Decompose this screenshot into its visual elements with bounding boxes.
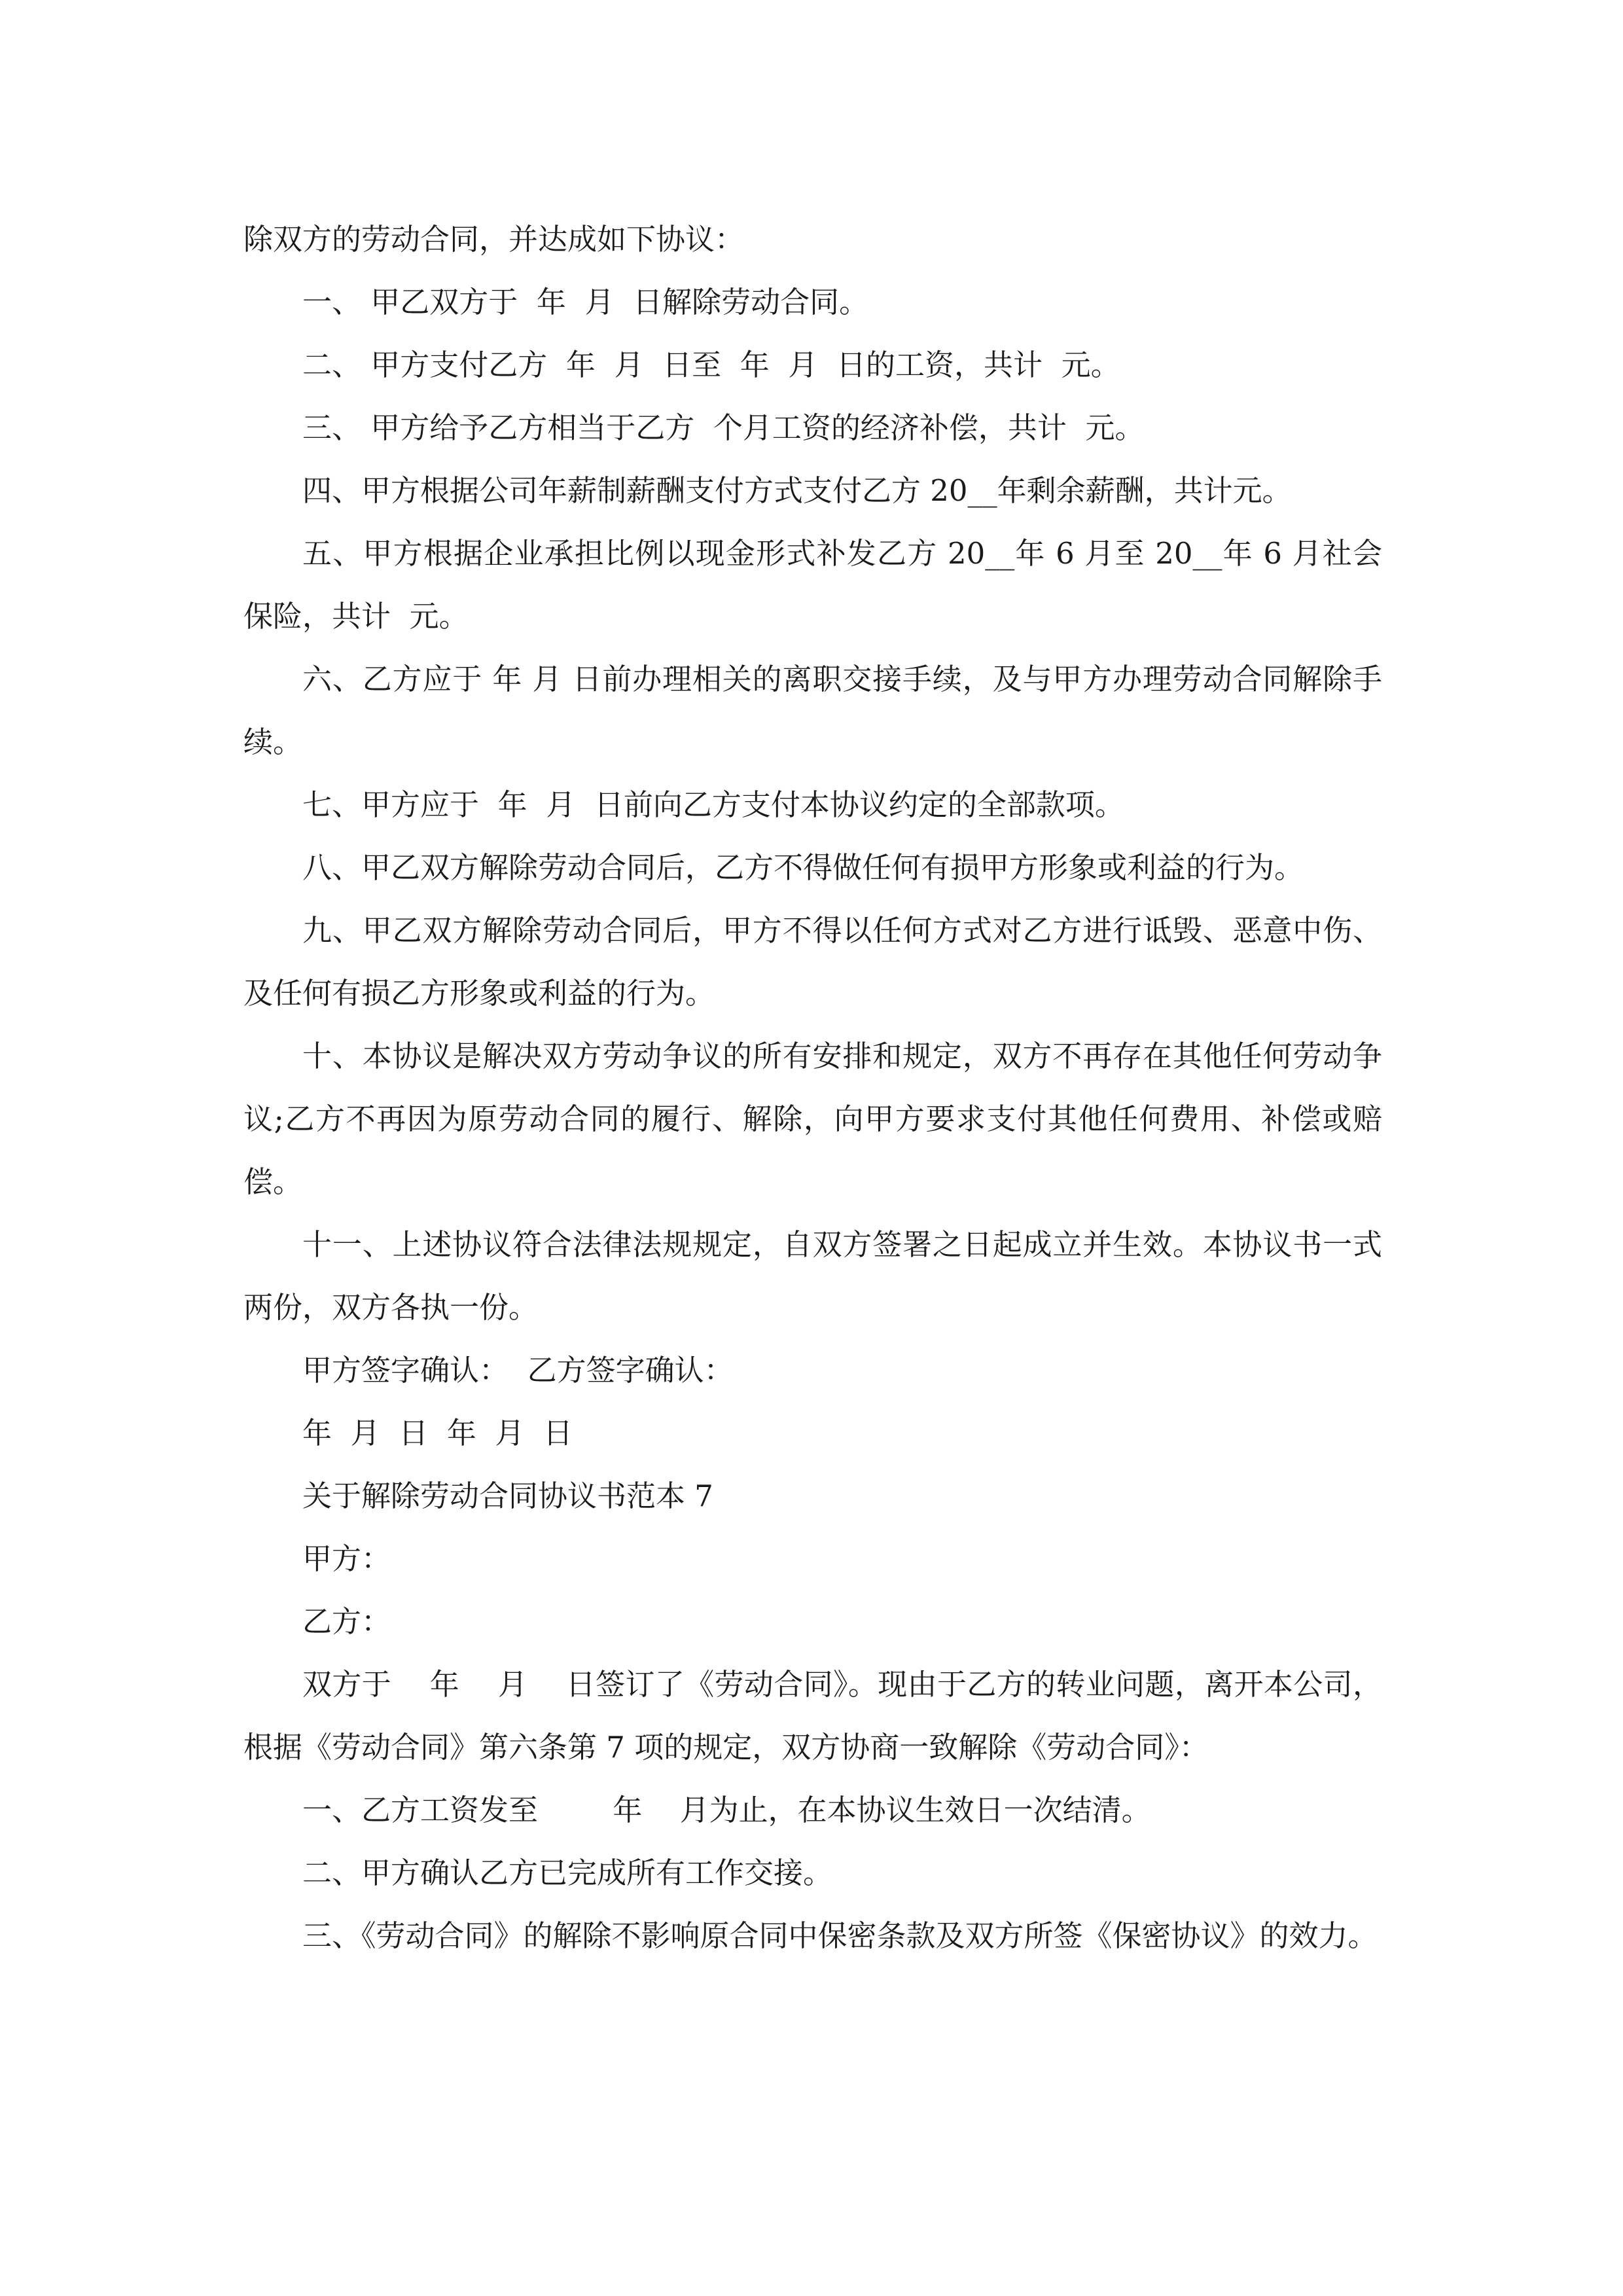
- clause-9: 九、甲乙双方解除劳动合同后，甲方不得以任何方式对乙方进行诋毁、恶意中伤、及任何有损乙方形象或利益的行为。: [243, 913, 1382, 1011]
- template-clause-3: 三、《劳动合同》的解除不影响原合同中保密条款及双方所签《保密协议》的效力。: [302, 1918, 1378, 1953]
- party-a-line: 甲方：: [302, 1541, 391, 1576]
- party-b-line: 乙方：: [302, 1604, 391, 1639]
- clause-10: 十、本协议是解决双方劳动争议的所有安排和规定，双方不再存在其他任何劳动争议;乙方不再因为原劳动合同的履行、解除，向甲方要求支付其他任何费用、补偿或赔偿。: [243, 1039, 1382, 1199]
- clause-6: 六、乙方应于 年 月 日前办理相关的离职交接手续，及与甲方办理劳动合同解除手续。: [243, 662, 1382, 759]
- clause-2: 二、 甲方支付乙方 年 月 日至 年 月 日的工资，共计 元。: [302, 348, 1120, 382]
- clause-11: 十一、上述协议符合法律法规规定，自双方签署之日起成立并生效。本协议书一式两份，双方各执一份。: [243, 1227, 1382, 1325]
- signature-date-line: 年 月 日 年 月 日: [302, 1416, 573, 1450]
- signature-line: 甲方签字确认： 乙方签字确认：: [302, 1353, 734, 1388]
- document-body: [243, 208, 1382, 1967]
- clause-8: 八、甲乙双方解除劳动合同后，乙方不得做任何有损甲方形象或利益的行为。: [302, 850, 1304, 885]
- clause-3: 三、 甲方给予乙方相当于乙方 个月工资的经济补偿，共计 元。: [302, 410, 1145, 445]
- template-clause-1: 一、乙方工资发至 年 月为止，在本协议生效日一次结清。: [302, 1793, 1151, 1827]
- clause-4: 四、甲方根据公司年薪制薪酬支付方式支付乙方 20__年剩余薪酬，共计元。: [302, 473, 1292, 508]
- continuation-paragraph: 除双方的劳动合同，并达成如下协议：: [243, 222, 745, 257]
- clause-5: 五、甲方根据企业承担比例以现金形式补发乙方 20__年 6 月至 20__年 6 月社会保险，共计 元。: [243, 536, 1382, 634]
- template-title: 关于解除劳动合同协议书范本 7: [302, 1479, 713, 1513]
- intro-paragraph: 双方于 年 月 日签订了《劳动合同》。现由于乙方的转业问题，离开本公司，根据《劳动合同》第六条第 7 项的规定，双方协商一致解除《劳动合同》：: [243, 1667, 1382, 1765]
- template-clause-2: 二、甲方确认乙方已完成所有工作交接。: [302, 1856, 833, 1890]
- clause-7: 七、甲方应于 年 月 日前向乙方支付本协议约定的全部款项。: [302, 787, 1124, 822]
- clause-1: 一、 甲乙双方于 年 月 日解除劳动合同。: [302, 285, 869, 319]
